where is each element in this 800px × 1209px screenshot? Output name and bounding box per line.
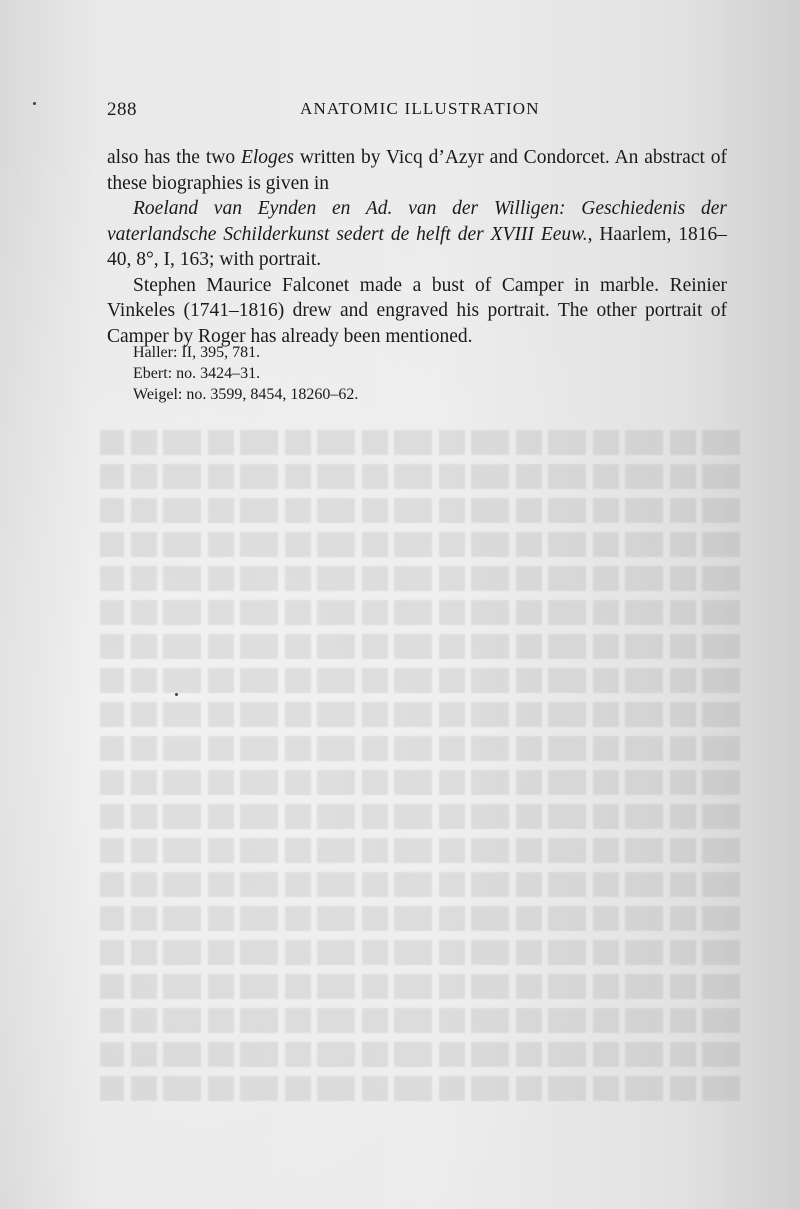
- reference-list: [133, 342, 358, 405]
- paper-speck: [33, 102, 36, 105]
- text-segment: Stephen Maurice Falconet made a bust of Camper in marble. Reinier Vinkeles (1741–1816) drew and engraved his portrait. The other portrait of Camper by Roger has already been mentioned.: [107, 274, 727, 347]
- reference-item: Haller: II, 395, 781.: [133, 344, 261, 361]
- paragraph-2-citation: [107, 196, 727, 273]
- text-segment-italic: Eloges: [240, 147, 295, 168]
- page-header: [107, 97, 731, 125]
- body-text: [107, 145, 727, 349]
- paragraph-3: [107, 273, 727, 350]
- paper-speck: [175, 693, 178, 696]
- text-segment: , Haarlem, 1816–40, 8°, I, 163; with portrait.: [107, 223, 727, 270]
- text-segment: also has the two: [107, 147, 241, 168]
- paragraph-1: [107, 145, 727, 196]
- running-head: ANATOMIC ILLUSTRATION: [300, 99, 540, 118]
- text-segment-italic: Roeland van Eynden en Ad. van der Willigen: Geschiedenis der vaterlandsche Schilderkunst sedert de helft der XVIII Eeuw.: [107, 198, 727, 245]
- show-through-text: [100, 430, 740, 1110]
- reference-item: Ebert: no. 3424–31.: [133, 365, 261, 382]
- reference-item: Weigel: no. 3599, 8454, 18260–62.: [133, 386, 359, 403]
- text-segment: written by Vicq d’Azyr and Condorcet. An abstract of these biographies is given in: [107, 147, 728, 194]
- page-number: 288: [107, 99, 137, 120]
